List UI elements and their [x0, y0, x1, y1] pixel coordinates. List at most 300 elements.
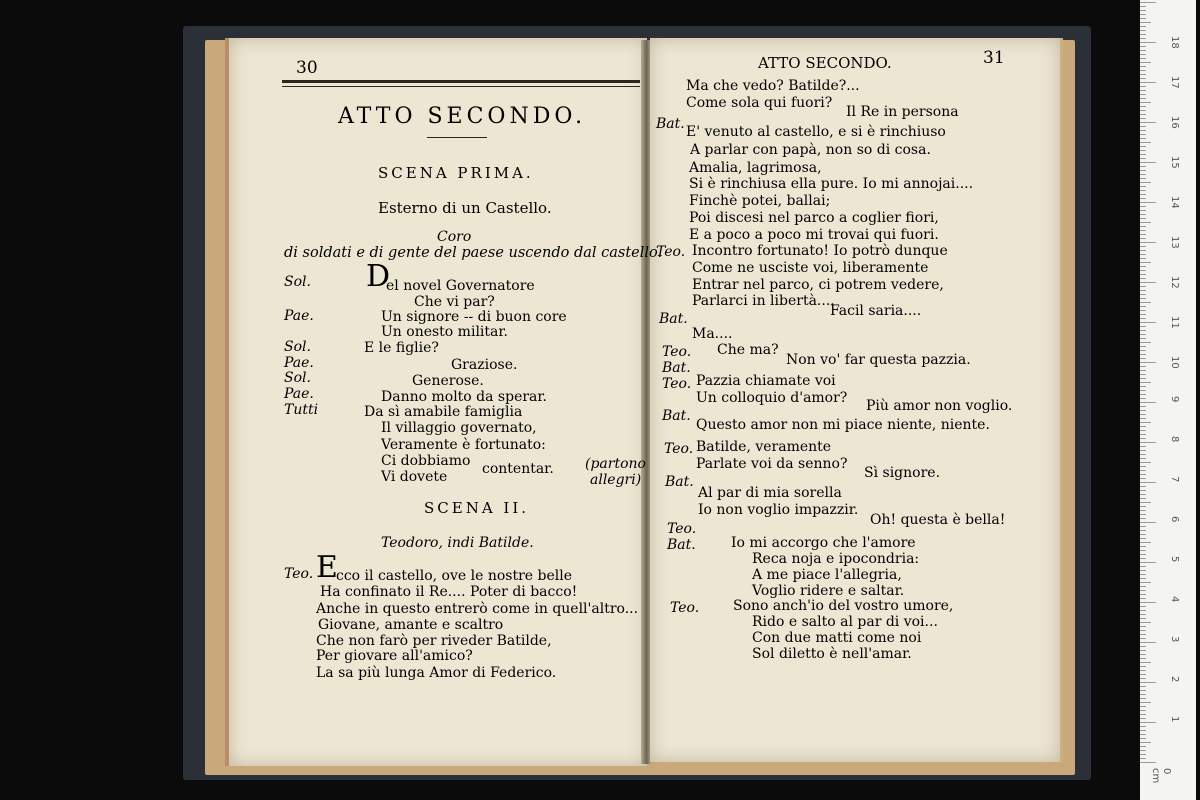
verse-line: Danno molto da sperar. [381, 389, 548, 405]
ruler-tick [1140, 622, 1151, 623]
ruler-tick [1140, 694, 1146, 695]
ruler-number: 14 [1169, 196, 1180, 209]
ruler-tick [1140, 402, 1156, 403]
verse-line: La sa più lunga Amor di Federico. [316, 665, 557, 681]
ruler-tick [1140, 590, 1146, 591]
ruler-tick [1140, 698, 1146, 699]
ruler-tick [1140, 58, 1146, 59]
ruler-tick [1140, 282, 1156, 283]
verse-line: E' venuto al castello, e si è rinchiuso [686, 124, 946, 140]
ruler-tick [1140, 750, 1146, 751]
ruler-tick [1140, 114, 1146, 115]
ruler-tick [1140, 182, 1151, 183]
ruler-tick [1140, 302, 1151, 303]
ruler-tick [1140, 510, 1146, 511]
ruler-tick [1140, 266, 1146, 267]
drop-cap: D [366, 259, 391, 294]
ruler-tick [1140, 682, 1156, 683]
speaker-label: Pae. [284, 355, 314, 371]
ruler-tick [1140, 250, 1146, 251]
ruler-tick [1140, 382, 1151, 383]
ruler-tick [1140, 530, 1146, 531]
ruler-tick [1140, 234, 1146, 235]
ruler-tick [1140, 214, 1146, 215]
verse-line: Non vo' far questa pazzia. [786, 352, 971, 368]
ruler-tick [1140, 306, 1146, 307]
ruler-tick [1140, 190, 1146, 191]
ruler-number: 13 [1169, 236, 1180, 249]
verse-line: Reca noja e ipocondria: [752, 551, 920, 567]
verse-line: Questo amor non mi piace niente, niente. [696, 417, 990, 433]
ruler-tick [1140, 122, 1156, 123]
speaker-label: Teo. [670, 600, 700, 616]
ruler-tick [1140, 2, 1156, 3]
verse-line: Più amor non voglio. [866, 398, 1013, 414]
verse-line: Oh! questa è bella! [870, 512, 1006, 528]
speaker-label: Teo. [664, 441, 694, 457]
ruler-tick [1140, 654, 1146, 655]
ruler-tick [1140, 390, 1146, 391]
ruler-tick [1140, 10, 1146, 11]
verse-line: Ma che vedo? Batilde?... [686, 78, 860, 94]
drop-cap: E [316, 550, 338, 585]
ruler-tick [1140, 534, 1146, 535]
ruler-number: 16 [1169, 116, 1180, 129]
ruler-tick [1140, 650, 1146, 651]
ruler-tick [1140, 562, 1156, 563]
verse-line: Batilde, veramente [696, 439, 832, 455]
ruler-tick [1140, 570, 1146, 571]
ruler-tick [1140, 574, 1146, 575]
measurement-ruler [1140, 0, 1196, 800]
ruler-number: 6 [1169, 516, 1180, 523]
verse-line: contentar. [482, 461, 554, 477]
verse-line: Come sola qui fuori? [686, 95, 833, 111]
ruler-tick [1140, 670, 1146, 671]
ruler-tick [1140, 218, 1146, 219]
ruler-tick [1140, 34, 1146, 35]
ruler-tick [1140, 586, 1146, 587]
verse-line: Entrar nel parco, ci potrem vedere, [692, 277, 944, 293]
speaker-label: Bat. [662, 408, 691, 424]
verse-line: Che non farò per riveder Batilde, [316, 633, 552, 649]
ruler-number: 5 [1169, 556, 1180, 563]
ruler-tick [1140, 618, 1146, 619]
ruler-tick [1140, 210, 1146, 211]
ruler-tick [1140, 450, 1146, 451]
ruler-tick [1140, 110, 1146, 111]
ruler-tick [1140, 498, 1146, 499]
ruler-tick [1140, 146, 1146, 147]
ruler-tick [1140, 62, 1151, 63]
ruler-tick [1140, 726, 1146, 727]
ruler-tick [1140, 166, 1146, 167]
ruler-tick [1140, 554, 1146, 555]
ruler-tick [1140, 646, 1146, 647]
ruler-tick [1140, 518, 1146, 519]
ruler-tick [1140, 226, 1146, 227]
ruler-tick [1140, 634, 1146, 635]
ruler-tick [1140, 254, 1146, 255]
verse-line: Parlarci in libertà.... [692, 293, 835, 309]
verse-line: Io mi accorgo che l'amore [731, 535, 916, 551]
verse-line: Da sì amabile famiglia [364, 404, 523, 420]
verse-line: Finchè potei, ballai; [689, 193, 831, 209]
ruler-tick [1140, 370, 1146, 371]
ruler-tick [1140, 358, 1146, 359]
speaker-label: Sol. [284, 339, 311, 355]
ruler-tick [1140, 442, 1156, 443]
verse-line: Al par di mia sorella [698, 485, 842, 501]
ruler-tick [1140, 46, 1146, 47]
speaker-label: Bat. [665, 474, 694, 490]
ruler-tick [1140, 398, 1146, 399]
ruler-number: 9 [1169, 396, 1180, 403]
ruler-tick [1140, 174, 1146, 175]
ruler-tick [1140, 326, 1146, 327]
ruler-tick [1140, 658, 1146, 659]
ruler-tick [1140, 602, 1156, 603]
ruler-tick [1140, 334, 1146, 335]
ruler-tick [1140, 134, 1146, 135]
ruler-tick [1140, 22, 1151, 23]
ruler-tick [1140, 714, 1146, 715]
chorus-description: di soldati e di gente del paese uscendo dal castello. [284, 245, 663, 261]
ruler-tick [1140, 86, 1146, 87]
ruler-tick [1140, 354, 1146, 355]
verse-line: Rido e salto al par di voi... [752, 614, 938, 630]
scene-setting: Esterno di un Castello. [378, 199, 552, 217]
ruler-tick [1140, 274, 1146, 275]
verse-line: Io non voglio impazzir. [698, 502, 859, 518]
verse-line: A me piace l'allegria, [752, 567, 902, 583]
ruler-tick [1140, 158, 1146, 159]
ruler-tick [1140, 494, 1146, 495]
verse-line: Voglio ridere e saltar. [752, 583, 905, 599]
ruler-tick [1140, 162, 1156, 163]
ruler-tick [1140, 330, 1146, 331]
ruler-number: 18 [1169, 36, 1180, 49]
header-rule-thin [282, 86, 640, 87]
verse-line: Il Re in persona [846, 104, 959, 120]
ruler-tick [1140, 186, 1146, 187]
ruler-tick [1140, 526, 1146, 527]
speaker-label: Teo. [284, 566, 314, 582]
ruler-tick [1140, 734, 1146, 735]
verse-line: E le figlie? [364, 340, 439, 356]
ruler-number: 3 [1169, 636, 1180, 643]
ruler-tick [1140, 722, 1156, 723]
ruler-tick [1140, 54, 1146, 55]
ruler-tick [1140, 26, 1146, 27]
ruler-tick [1140, 474, 1146, 475]
ruler-tick [1140, 290, 1146, 291]
ruler-tick [1140, 718, 1146, 719]
verse-line: Che vi par? [414, 294, 495, 310]
ruler-tick [1140, 138, 1146, 139]
verse-line: Vi dovete [381, 469, 448, 485]
ruler-tick [1140, 206, 1146, 207]
speaker-label: Teo. [656, 244, 686, 260]
speaker-label: Tutti [284, 402, 319, 418]
verse-line: E a poco a poco mi trovai qui fuori. [689, 227, 939, 243]
ruler-tick [1140, 758, 1146, 759]
verse-line: Con due matti come noi [752, 630, 922, 646]
verse-line: Un colloquio d'amor? [696, 390, 848, 406]
ruler-number: 1 [1169, 716, 1180, 723]
ruler-tick [1140, 702, 1151, 703]
running-header: ATTO SECONDO. [758, 54, 892, 72]
chorus-label: Coro [437, 229, 472, 245]
verse-line: Ha confinato il Re.... Poter di bacco! [320, 584, 578, 600]
ruler-number: 11 [1169, 316, 1180, 329]
ruler-tick [1140, 566, 1146, 567]
ruler-tick [1140, 606, 1146, 607]
ruler-tick [1140, 286, 1146, 287]
ruler-tick [1140, 738, 1146, 739]
ruler-tick [1140, 522, 1156, 523]
ruler-number: 17 [1169, 76, 1180, 89]
verse-line: Sono anch'io del vostro umore, [733, 598, 954, 614]
ruler-tick [1140, 242, 1156, 243]
verse-line: Pazzia chiamate voi [696, 373, 836, 389]
ruler-tick [1140, 430, 1146, 431]
verse-line: Anche in questo entrerò come in quell'altro... [316, 601, 639, 617]
ruler-tick [1140, 550, 1146, 551]
ruler-tick [1140, 434, 1146, 435]
ruler-tick [1140, 118, 1146, 119]
ruler-number: 12 [1169, 276, 1180, 289]
speaker-label: Sol. [284, 370, 311, 386]
ruler-tick [1140, 150, 1146, 151]
ruler-tick [1140, 170, 1146, 171]
verse-line: Un signore -- di buon core [381, 309, 567, 325]
ruler-tick [1140, 642, 1156, 643]
ruler-tick [1140, 342, 1151, 343]
ruler-tick [1140, 710, 1146, 711]
speaker-label: Bat. [659, 311, 688, 327]
ruler-tick [1140, 6, 1146, 7]
scene-characters: Teodoro, indi Batilde. [381, 535, 534, 551]
ruler-tick [1140, 482, 1156, 483]
stage-direction: allegri) [590, 472, 642, 488]
ruler-number: 8 [1169, 436, 1180, 443]
ruler-tick [1140, 198, 1146, 199]
ruler-tick [1140, 374, 1146, 375]
verse-line: Si è rinchiusa ella pure. Io mi annojai.... [689, 176, 974, 192]
header-rule [282, 80, 640, 83]
verse-line: Sì signore. [864, 465, 941, 481]
ruler-number: 4 [1169, 596, 1180, 603]
ruler-tick [1140, 378, 1146, 379]
ruler-tick [1140, 94, 1146, 95]
ruler-tick [1140, 462, 1151, 463]
ruler-tick [1140, 362, 1156, 363]
speaker-label: Bat. [656, 116, 685, 132]
ruler-tick [1140, 350, 1146, 351]
ruler-tick [1140, 394, 1146, 395]
ruler-tick [1140, 594, 1146, 595]
title-divider [427, 137, 487, 138]
ruler-tick [1140, 222, 1151, 223]
ruler-tick [1140, 578, 1146, 579]
ruler-number: 2 [1169, 676, 1180, 683]
verse-line: Come ne usciste voi, liberamente [692, 260, 929, 276]
ruler-unit-label: 0 cm [1150, 768, 1172, 784]
ruler-tick [1140, 142, 1151, 143]
ruler-tick [1140, 78, 1146, 79]
ruler-tick [1140, 130, 1146, 131]
ruler-number: 10 [1169, 356, 1180, 369]
verse-line: Facil saria.... [830, 303, 922, 319]
verse-line: Poi discesi nel parco a coglier fiori, [689, 210, 939, 226]
ruler-tick [1140, 14, 1146, 15]
ruler-tick [1140, 762, 1156, 763]
speaker-label: Bat. [667, 537, 696, 553]
ruler-tick [1140, 126, 1146, 127]
ruler-tick [1140, 422, 1151, 423]
verse-line: Ma.... [692, 326, 733, 342]
ruler-tick [1140, 746, 1146, 747]
speaker-label: Sol. [284, 274, 311, 290]
ruler-number: 7 [1169, 476, 1180, 483]
ruler-tick [1140, 502, 1151, 503]
ruler-tick [1140, 542, 1151, 543]
act-title: ATTO SECONDO. [338, 104, 587, 129]
ruler-tick [1140, 558, 1146, 559]
ruler-tick [1140, 30, 1146, 31]
ruler-tick [1140, 454, 1146, 455]
ruler-tick [1140, 278, 1146, 279]
ruler-tick [1140, 238, 1146, 239]
ruler-tick [1140, 346, 1146, 347]
ruler-tick [1140, 338, 1146, 339]
ruler-tick [1140, 230, 1146, 231]
ruler-tick [1140, 458, 1146, 459]
verse-line: Graziose. [451, 357, 518, 373]
ruler-tick [1140, 538, 1146, 539]
ruler-tick [1140, 42, 1156, 43]
speaker-label: Bat. [662, 360, 691, 376]
ruler-tick [1140, 438, 1146, 439]
ruler-tick [1140, 106, 1146, 107]
ruler-tick [1140, 82, 1156, 83]
verse-line: Per giovare all'amico? [316, 648, 473, 664]
ruler-tick [1140, 730, 1146, 731]
verse-line: Incontro fortunato! Io potrò dunque [692, 243, 948, 259]
stage-direction: (partono [585, 456, 646, 472]
left-page-number: 30 [296, 58, 318, 78]
ruler-tick [1140, 486, 1146, 487]
ruler-tick [1140, 582, 1151, 583]
verse-line: Giovane, amante e scaltro [318, 617, 504, 633]
ruler-tick [1140, 38, 1146, 39]
speaker-label: Teo. [662, 376, 692, 392]
ruler-tick [1140, 426, 1146, 427]
ruler-tick [1140, 446, 1146, 447]
ruler-number: 15 [1169, 156, 1180, 169]
scene-one-title: SCENA PRIMA. [378, 164, 534, 182]
ruler-tick [1140, 178, 1146, 179]
ruler-tick [1140, 18, 1146, 19]
ruler-tick [1140, 674, 1146, 675]
verse-line: Sol diletto è nell'amar. [752, 646, 912, 662]
ruler-tick [1140, 194, 1146, 195]
ruler-tick [1140, 318, 1146, 319]
ruler-tick [1140, 410, 1146, 411]
ruler-tick [1140, 690, 1146, 691]
ruler-tick [1140, 754, 1146, 755]
ruler-tick [1140, 742, 1151, 743]
ruler-tick [1140, 470, 1146, 471]
ruler-tick [1140, 366, 1146, 367]
speaker-label: Teo. [662, 344, 692, 360]
ruler-tick [1140, 50, 1146, 51]
ruler-tick [1140, 270, 1146, 271]
ruler-tick [1140, 70, 1146, 71]
ruler-tick [1140, 418, 1146, 419]
speaker-label: Pae. [284, 386, 314, 402]
verse-line: Parlate voi da senno? [696, 456, 848, 472]
ruler-tick [1140, 66, 1146, 67]
ruler-tick [1140, 662, 1151, 663]
ruler-tick [1140, 630, 1146, 631]
ruler-tick [1140, 626, 1146, 627]
right-page-number: 31 [983, 48, 1005, 68]
ruler-tick [1140, 322, 1156, 323]
ruler-tick [1140, 546, 1146, 547]
verse-line: Generose. [412, 373, 484, 389]
ruler-tick [1140, 262, 1151, 263]
ruler-tick [1140, 614, 1146, 615]
ruler-tick [1140, 258, 1146, 259]
ruler-tick [1140, 406, 1146, 407]
ruler-tick [1140, 202, 1156, 203]
verse-line: A parlar con papà, non so di cosa. [690, 142, 931, 158]
ruler-tick [1140, 598, 1146, 599]
ruler-tick [1140, 98, 1146, 99]
ruler-tick [1140, 706, 1146, 707]
ruler-tick [1140, 638, 1146, 639]
ruler-tick [1140, 74, 1146, 75]
ruler-tick [1140, 686, 1146, 687]
ruler-tick [1140, 610, 1146, 611]
ruler-tick [1140, 506, 1146, 507]
ruler-tick [1140, 294, 1146, 295]
ruler-tick [1140, 90, 1146, 91]
ruler-tick [1140, 298, 1146, 299]
ruler-tick [1140, 490, 1146, 491]
verse-line: el novel Governatore [386, 278, 535, 294]
verse-line: Che ma? [717, 342, 779, 358]
speaker-label: Teo. [667, 521, 697, 537]
ruler-tick [1140, 678, 1146, 679]
ruler-tick [1140, 386, 1146, 387]
ruler-tick [1140, 466, 1146, 467]
verse-line: cco il castello, ove le nostre belle [336, 568, 572, 584]
ruler-tick [1140, 514, 1146, 515]
speaker-label: Pae. [284, 308, 314, 324]
ruler-tick [1140, 246, 1146, 247]
ruler-tick [1140, 102, 1151, 103]
ruler-tick [1140, 666, 1146, 667]
ruler-tick [1140, 478, 1146, 479]
verse-line: Un onesto militar. [381, 324, 508, 340]
ruler-tick [1140, 310, 1146, 311]
ruler-tick [1140, 154, 1146, 155]
ruler-tick [1140, 314, 1146, 315]
verse-line: Il villaggio governato, [381, 420, 537, 436]
